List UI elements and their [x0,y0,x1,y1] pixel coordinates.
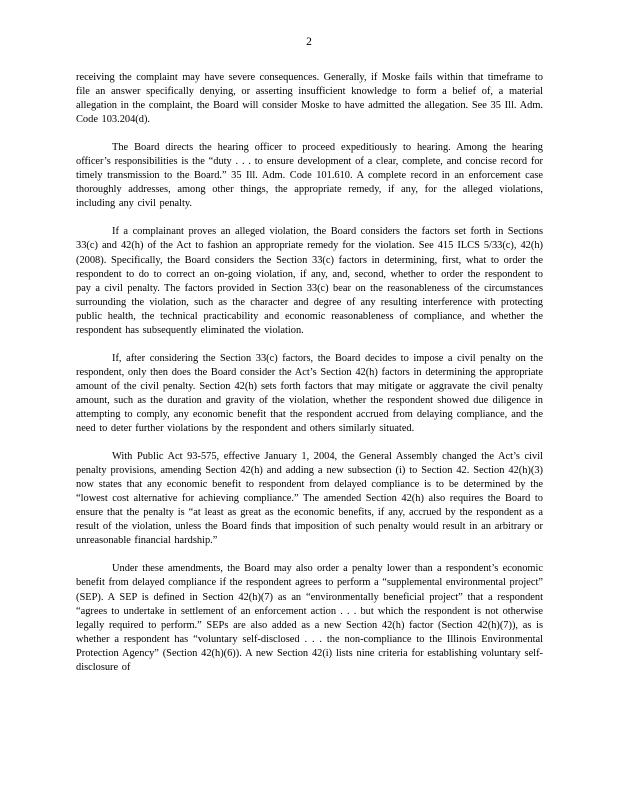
paragraph-public-act: With Public Act 93-575, effective January 1, 2004, the General Assembly changed the Act’s civil penalty provisions, amending Section 42(h) and adding a new subsection (i) to Section 42. Section 42(h)(3) now states that any economic benefit to respondent from delayed compliance is to be determined by the “lowest cost alternative for achieving compliance.” The amended Section 42(h) also requires the Board to ensure that the penalty is “at least as great as the economic benefits, if any, accrued by the respondent as a result of the violation, unless the Board finds that imposition of such penalty would result in an arbitrary or unreasonable financial hardship.” [76,451,543,547]
paragraph-hearing-officer: The Board directs the hearing officer to proceed expeditiously to hearing. Among the hearing officer’s responsibilities is the “duty . . . to ensure development of a clear, complete, and concise record for timely transmission to the Board.” 35 Ill. Adm. Code 101.610. A complete record in an enforcement case thoroughly addresses, among other things, the appropriate remedy, if any, for the alleged violations, including any civil penalty. [76,142,543,210]
paragraph-amendments-sep: Under these amendments, the Board may also order a penalty lower than a respondent’s economic benefit from delayed compliance if the respondent agrees to perform a “supplemental environmental project” (SEP). A SEP is defined in Section 42(h)(7) as an “environmentally beneficial project” that a respondent “agrees to undertake in settlement of an enforcement action . . . but which the respondent is not otherwise legally required to perform.” SEPs are also added as a new Section 42(h) factor (Section 42(h)(7)), as is whether a respondent has “voluntary self-disclosed . . . the non-compliance to the Illinois Environmental Protection Agency” (Section 42(h)(6)). A new Section 42(i) lists nine criteria for establishing voluntary self-disclosure of [76,563,543,673]
paragraph-section-33c-factors: If a complainant proves an alleged violation, the Board considers the factors set forth in Sections 33(c) and 42(h) of the Act to fashion an appropriate remedy for the violation. See 415 ILCS 5/33(c), 42(h) (2008). Specifically, the Board considers the Section 33(c) factors in determining, first, what to order the respondent to do to correct an on-going violation, if any, and, second, whether to order the respondent to pay a civil penalty. The factors provided in Section 33(c) bear on the reasonableness of the circumstances surrounding the violation, such as the character and degree of any resulting interference with protecting public health, the technical practicability and economic reasonableness of compliance, and whether the respondent has subsequently eliminated the violation. [76,226,543,336]
paragraph-section-42h-factors: If, after considering the Section 33(c) factors, the Board decides to impose a civil penalty on the respondent, only then does the Board consider the Act’s Section 42(h) factors in determining the appropriate amount of the civil penalty. Section 42(h) sets forth factors that may mitigate or aggravate the civil penalty amount, such as the duration and gravity of the violation, whether the respondent showed due diligence in attempting to comply, any economic benefit that the respondent accrued from delaying compliance, and the need to deter further violations by the respondent and others similarly situated. [76,352,543,435]
paragraph-continuation: receiving the complaint may have severe consequences. Generally, if Moske fails within that timeframe to file an answer specifically denying, or asserting insufficient knowledge to form a belief of, a material allegation in the complaint, the Board will consider Moske to have admitted the allegation. See 35 Ill. Adm. Code 103.204(d). [76,72,543,126]
body-text [76,71,543,689]
page-number: 2 [306,36,312,48]
